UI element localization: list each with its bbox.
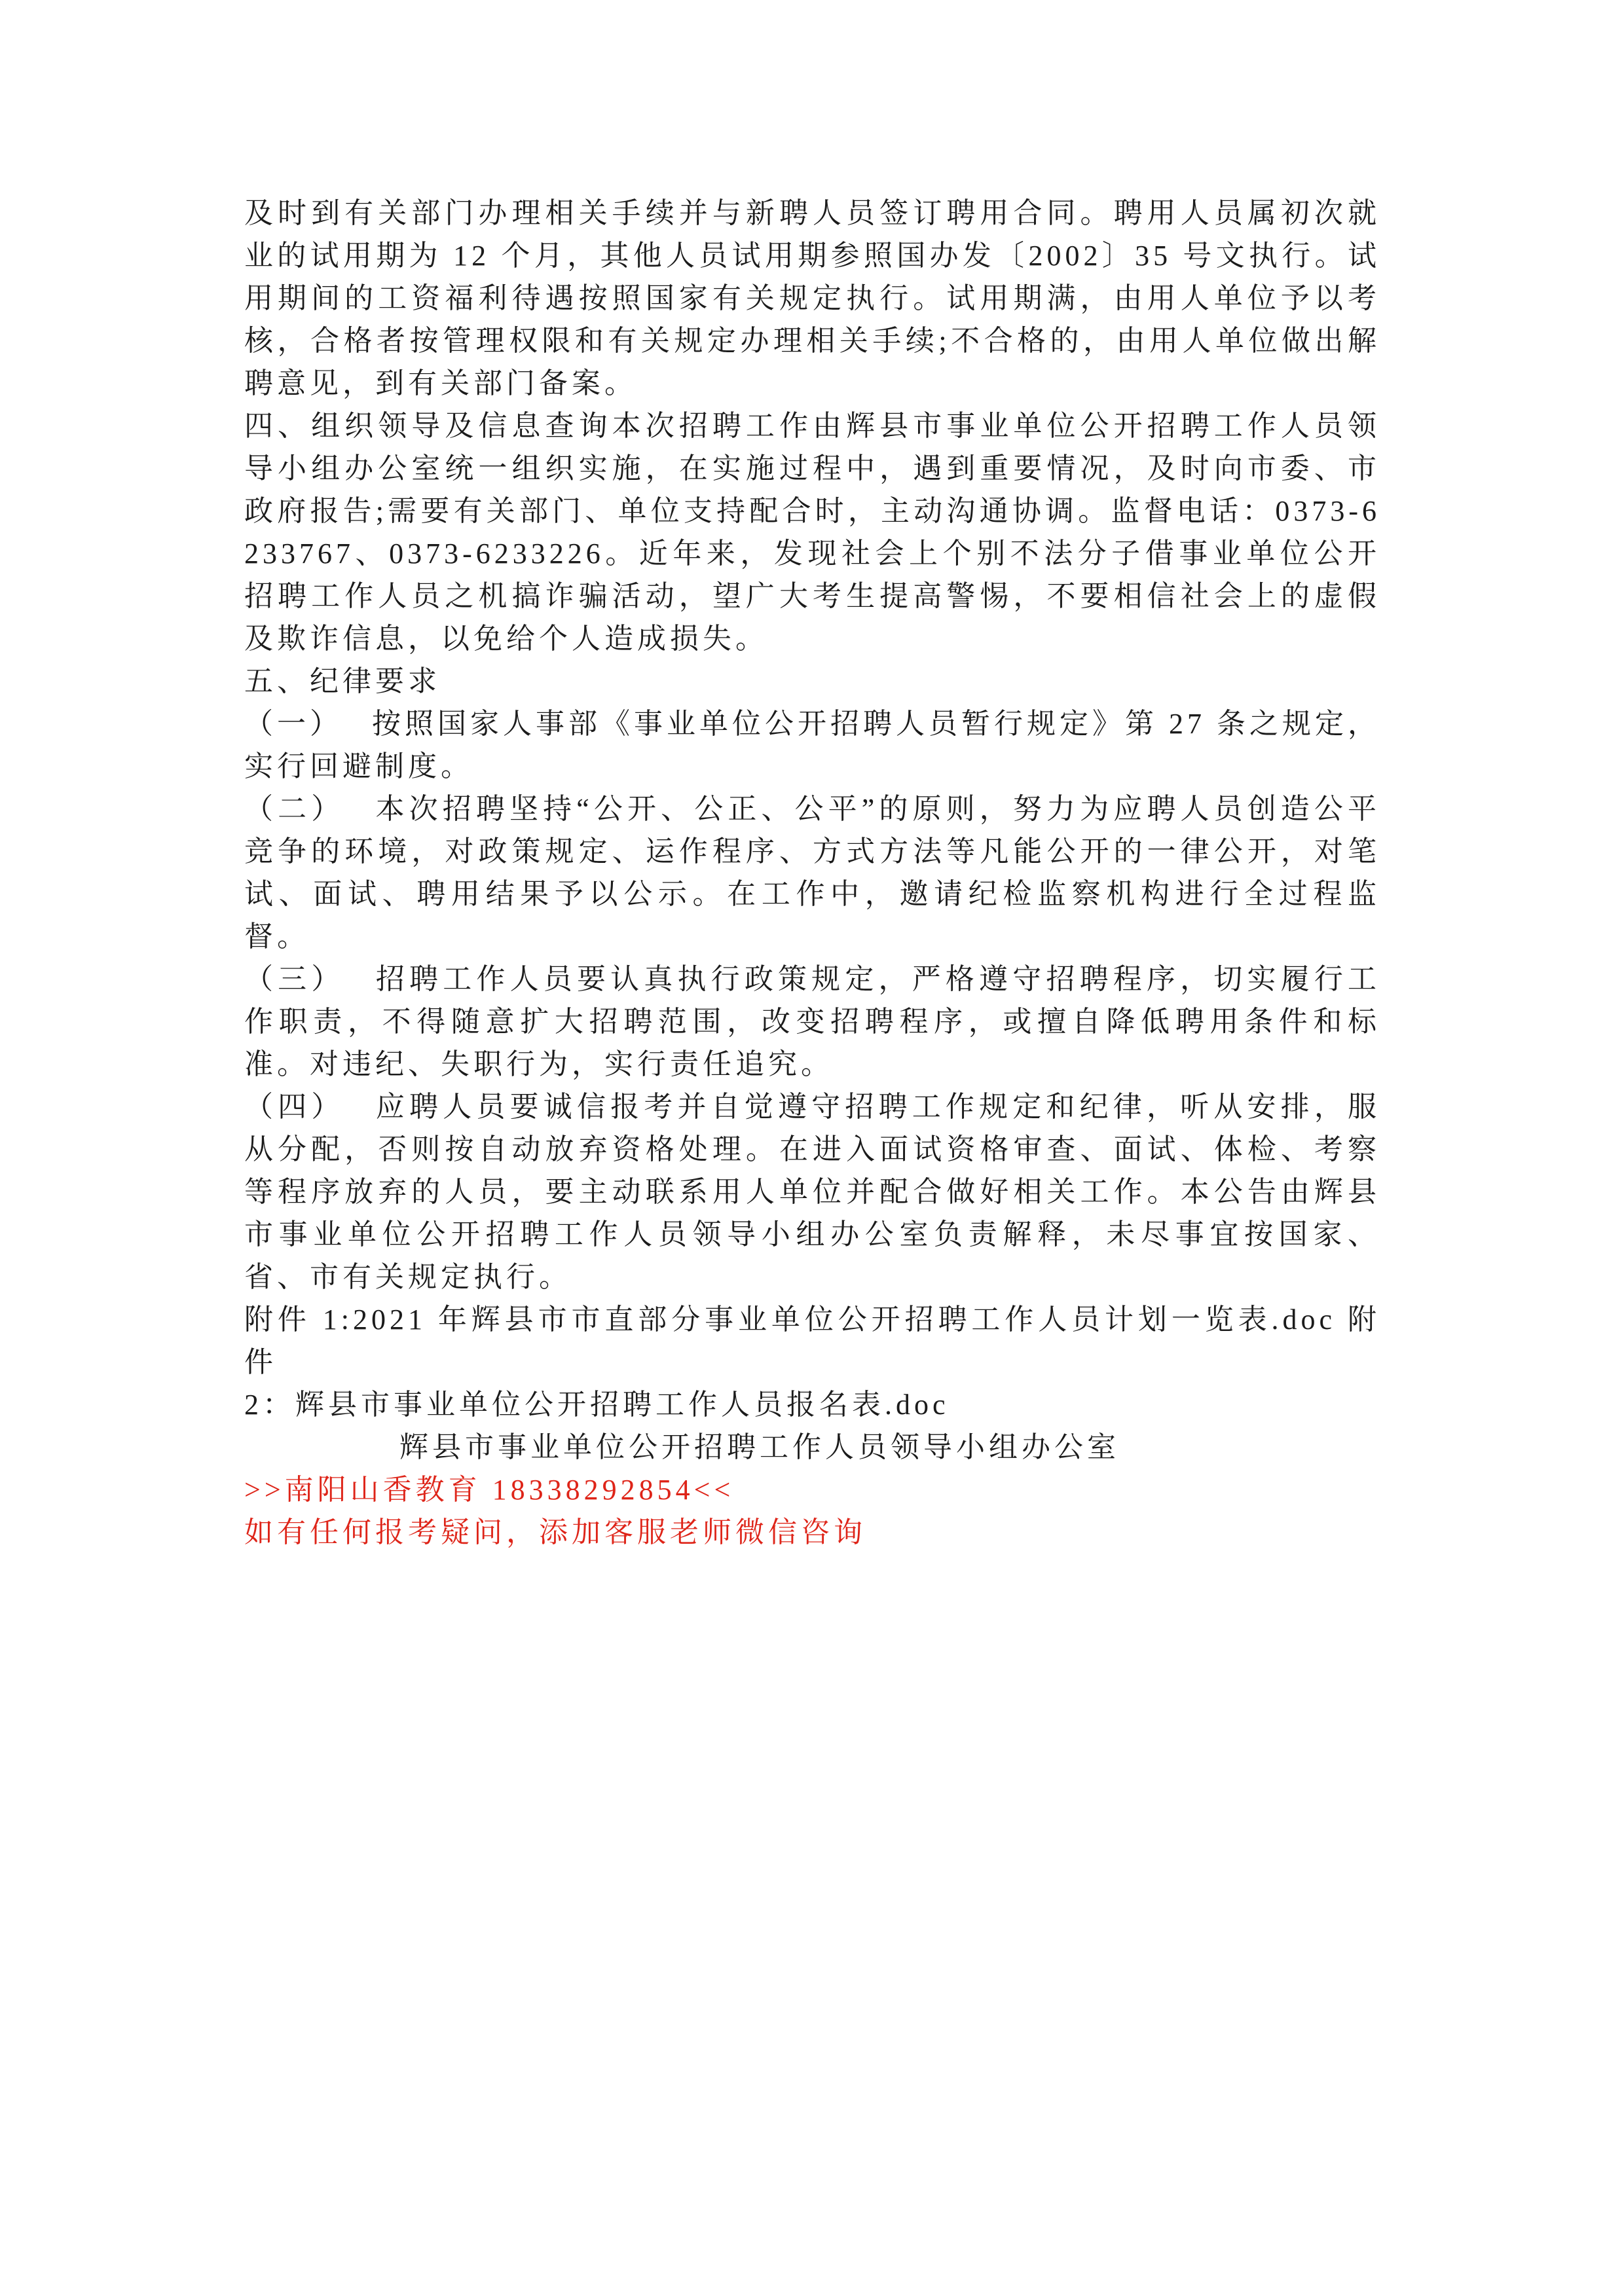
paragraph-rule-2: （二） 本次招聘坚持“公开、公正、公平”的原则，努力为应聘人员创造公平竞争的环境，对政策规定、运作程序、方式方法等凡能公开的一律公开，对笔试、面试、聘用结果予以公示。在工作中，邀请纪检监察机构进行全过程监督。 (244, 793, 1380, 953)
paragraph-section-4-organization: 四、组织领导及信息查询本次招聘工作由辉县市事业单位公开招聘工作人员领导小组办公室统一组织实施，在实施过程中，遇到重要情况，及时向市委、市政府报告;需要有关部门、单位支持配合时，主动沟通协调。监督电话：0373-6233767、0373-6233226。近年来，发现社会上个别不法分子借事业单位公开招聘工作人员之机搞诈骗活动，望广大考生提高警惕，不要相信社会上的虚假及欺诈信息，以免给个人造成损失。 (244, 410, 1380, 655)
heading-section-5-discipline: 五、纪律要求 (244, 665, 441, 697)
signature-office-name: 辉县市事业单位公开招聘工作人员领导小组办公室 (399, 1431, 1120, 1463)
promo-note-line: 如有任何报考疑问，添加客服老师微信咨询 (244, 1516, 866, 1548)
paragraph-rule-3: （三） 招聘工作人员要认真执行政策规定，严格遵守招聘程序，切实履行工作职责，不得随意扩大招聘范围，改变招聘程序，或擅自降低聘用条件和标准。对违纪、失职行为，实行责任追究。 (244, 963, 1380, 1080)
attachment-1-filename: 附件 1:2021 年辉县市市直部分事业单位公开招聘工作人员计划一览表.doc 附件 (244, 1303, 1380, 1378)
document-body (244, 192, 1380, 1554)
paragraph-rule-1: （一） 按照国家人事部《事业单位公开招聘人员暂行规定》第 27 条之规定，实行回避制度。 (244, 708, 1380, 782)
promo-contact-line: >>南阳山香教育 18338292854<< (244, 1474, 735, 1506)
paragraph-rule-4: （四） 应聘人员要诚信报考并自觉遵守招聘工作规定和纪律，听从安排，服从分配，否则按自动放弃资格处理。在进入面试资格审查、面试、体检、考察等程序放弃的人员，要主动联系用人单位并配合做好相关工作。本公告由辉县市事业单位公开招聘工作人员领导小组办公室负责解释，未尽事宜按国家、省、市有关规定执行。 (244, 1091, 1380, 1293)
paragraph-trial-period: 及时到有关部门办理相关手续并与新聘人员签订聘用合同。聘用人员属初次就业的试用期为 12 个月，其他人员试用期参照国办发〔2002〕35 号文执行。试用期间的工资福利待遇按照国家有关规定执行。试用期满，由用人单位予以考核，合格者按管理权限和有关规定办理相关手续;不合格的，由用人单位做出解聘意见，到有关部门备案。 (244, 197, 1380, 399)
attachment-2-filename: 2：辉县市事业单位公开招聘工作人员报名表.doc (244, 1389, 950, 1421)
